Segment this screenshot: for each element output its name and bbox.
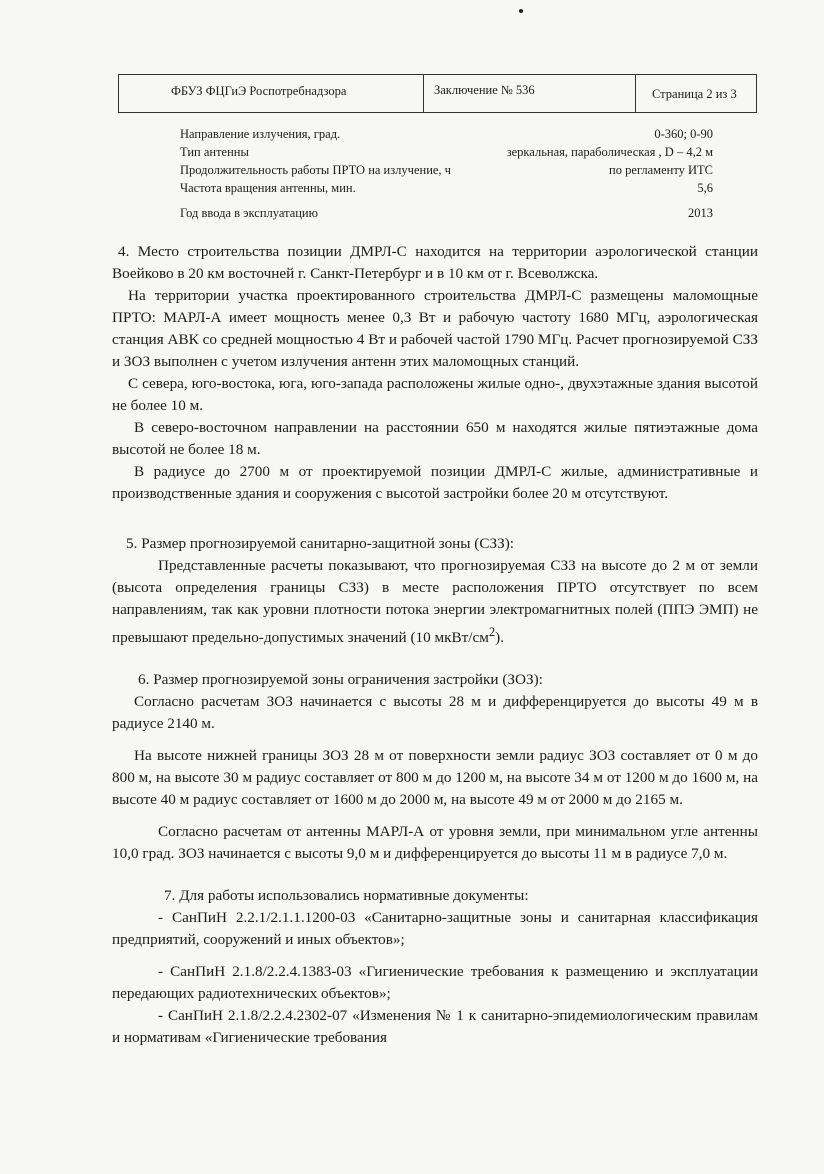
section-4-paragraph: 4. Место строительства позиции ДМРЛ-С находится на территории аэрологической станции Воейково в 20 км восточней г. Санкт-Петербург и в 10 км от г. Всеволжска. bbox=[112, 243, 758, 282]
param-label: Тип антенны bbox=[180, 145, 249, 159]
param-row bbox=[180, 127, 713, 145]
param-row bbox=[180, 206, 713, 224]
header-page-number: Страница 2 из 3 bbox=[652, 87, 737, 101]
param-value: 0-360; 0-90 bbox=[654, 127, 713, 141]
section-6-paragraph: Согласно расчетам от антенны МАРЛ-А от уровня земли, при минимальном угле антенны 10,0 град. ЗОЗ начинается с высоты 9,0 м и дифференцируется до высоты 11 м в радиусе 7,0 м. bbox=[112, 823, 758, 863]
header-document-number: Заключение № 536 bbox=[424, 75, 636, 112]
param-label: Год ввода в эксплуатацию bbox=[180, 206, 318, 220]
section-4-paragraph: В северо-восточном направлении на расстоянии 650 м находятся жилые пятиэтажные дома высотой не более 18 м. bbox=[112, 419, 758, 458]
page-header-table bbox=[118, 74, 757, 113]
section-4-paragraph: На территории участка проектированного строительства ДМРЛ-С размещены маломощные ПРТО: МАРЛ-А имеет мощность менее 0,3 Вт и рабочую частоту 1680 МГц, аэрологическая станция АВК со средней мощностью 4 Вт и рабочей частой 1790 МГц. Расчет прогнозируемой СЗЗ и ЗОЗ выполнен с учетом излучения антенн этих маломощных станций. bbox=[112, 287, 758, 370]
normative-document-item: - СанПиН 2.1.8/2.2.4.2302-07 «Изменения № 1 к санитарно-эпидемиологическим правилам и нормативам «Гигиенические требования bbox=[112, 1007, 758, 1047]
section-5-tail: ). bbox=[495, 629, 504, 647]
param-label: Частота вращения антенны, мин. bbox=[180, 181, 356, 195]
section-7-heading: 7. Для работы использовались нормативные документы: bbox=[164, 887, 529, 905]
normative-document-item: - СанПиН 2.1.8/2.2.4.1383-03 «Гигиенические требования к размещению и эксплуатации передающих радиотехнических объектов»; bbox=[112, 963, 758, 1003]
section-4-paragraph: С севера, юго-востока, юга, юго-запада расположены жилые одно-, двухэтажные здания высотой не более 10 м. bbox=[112, 375, 758, 414]
section-6-paragraph: На высоте нижней границы ЗОЗ 28 м от поверхности земли радиус ЗОЗ составляет от 0 м до 800 м, на высоте 30 м радиус составляет от 800 м до 1200 м, на высоте 34 м от 1200 м до 1600 м, на высоте 40 м радиус составляет от 1600 м до 2000 м, на высоте 49 м от 2000 м до 2165 м. bbox=[112, 747, 758, 809]
section-6-heading: 6. Размер прогнозируемой зоны ограничения застройки (ЗОЗ): bbox=[138, 671, 543, 689]
scan-dot bbox=[519, 9, 523, 13]
param-row bbox=[180, 163, 713, 181]
section-5-heading: 5. Размер прогнозируемой санитарно-защитной зоны (СЗЗ): bbox=[126, 535, 514, 552]
param-row bbox=[180, 145, 713, 163]
param-value: 2013 bbox=[688, 206, 713, 220]
section-6-paragraph: Согласно расчетам ЗОЗ начинается с высоты 28 м и дифференцируется до высоты 49 м в радиусе 2140 м. bbox=[112, 693, 758, 733]
param-value: зеркальная, параболическая , D – 4,2 м bbox=[506, 145, 713, 159]
antenna-parameters bbox=[180, 127, 713, 224]
param-value: по регламенту ИТС bbox=[609, 163, 713, 177]
section-5-text: Представленные расчеты показывают, что прогнозируемая СЗЗ на высоте до 2 м от земли (высота определения границы СЗЗ) в месте расположения ПРТО отсутствует по всем направлениям, так как уровни плотности потока энергии электромагнитных полей (ППЭ ЭМП) не превышают предельно-допустимых значений (10 мкВт/см bbox=[112, 557, 758, 647]
param-label: Направление излучения, град. bbox=[180, 127, 341, 141]
normative-document-item: - СанПиН 2.2.1/2.1.1.1200-03 «Санитарно-защитные зоны и санитарная классификация предприятий, сооружений и иных объектов»; bbox=[112, 909, 758, 949]
header-org: ФБУЗ ФЦГиЭ Роспотребнадзора bbox=[119, 75, 424, 112]
section-5-paragraph bbox=[112, 555, 758, 649]
param-row bbox=[180, 181, 713, 199]
param-label: Продолжительность работы ПРТО на излучение, ч bbox=[180, 163, 451, 177]
unit-superscript: 2 bbox=[488, 625, 496, 639]
section-4-paragraph: В радиусе до 2700 м от проектируемой позиции ДМРЛ-С жилые, административные и производственные здания и сооружения с высотой застройки более 20 м отсутствуют. bbox=[112, 463, 758, 502]
param-value: 5,6 bbox=[697, 181, 713, 195]
document-body bbox=[112, 241, 758, 1049]
